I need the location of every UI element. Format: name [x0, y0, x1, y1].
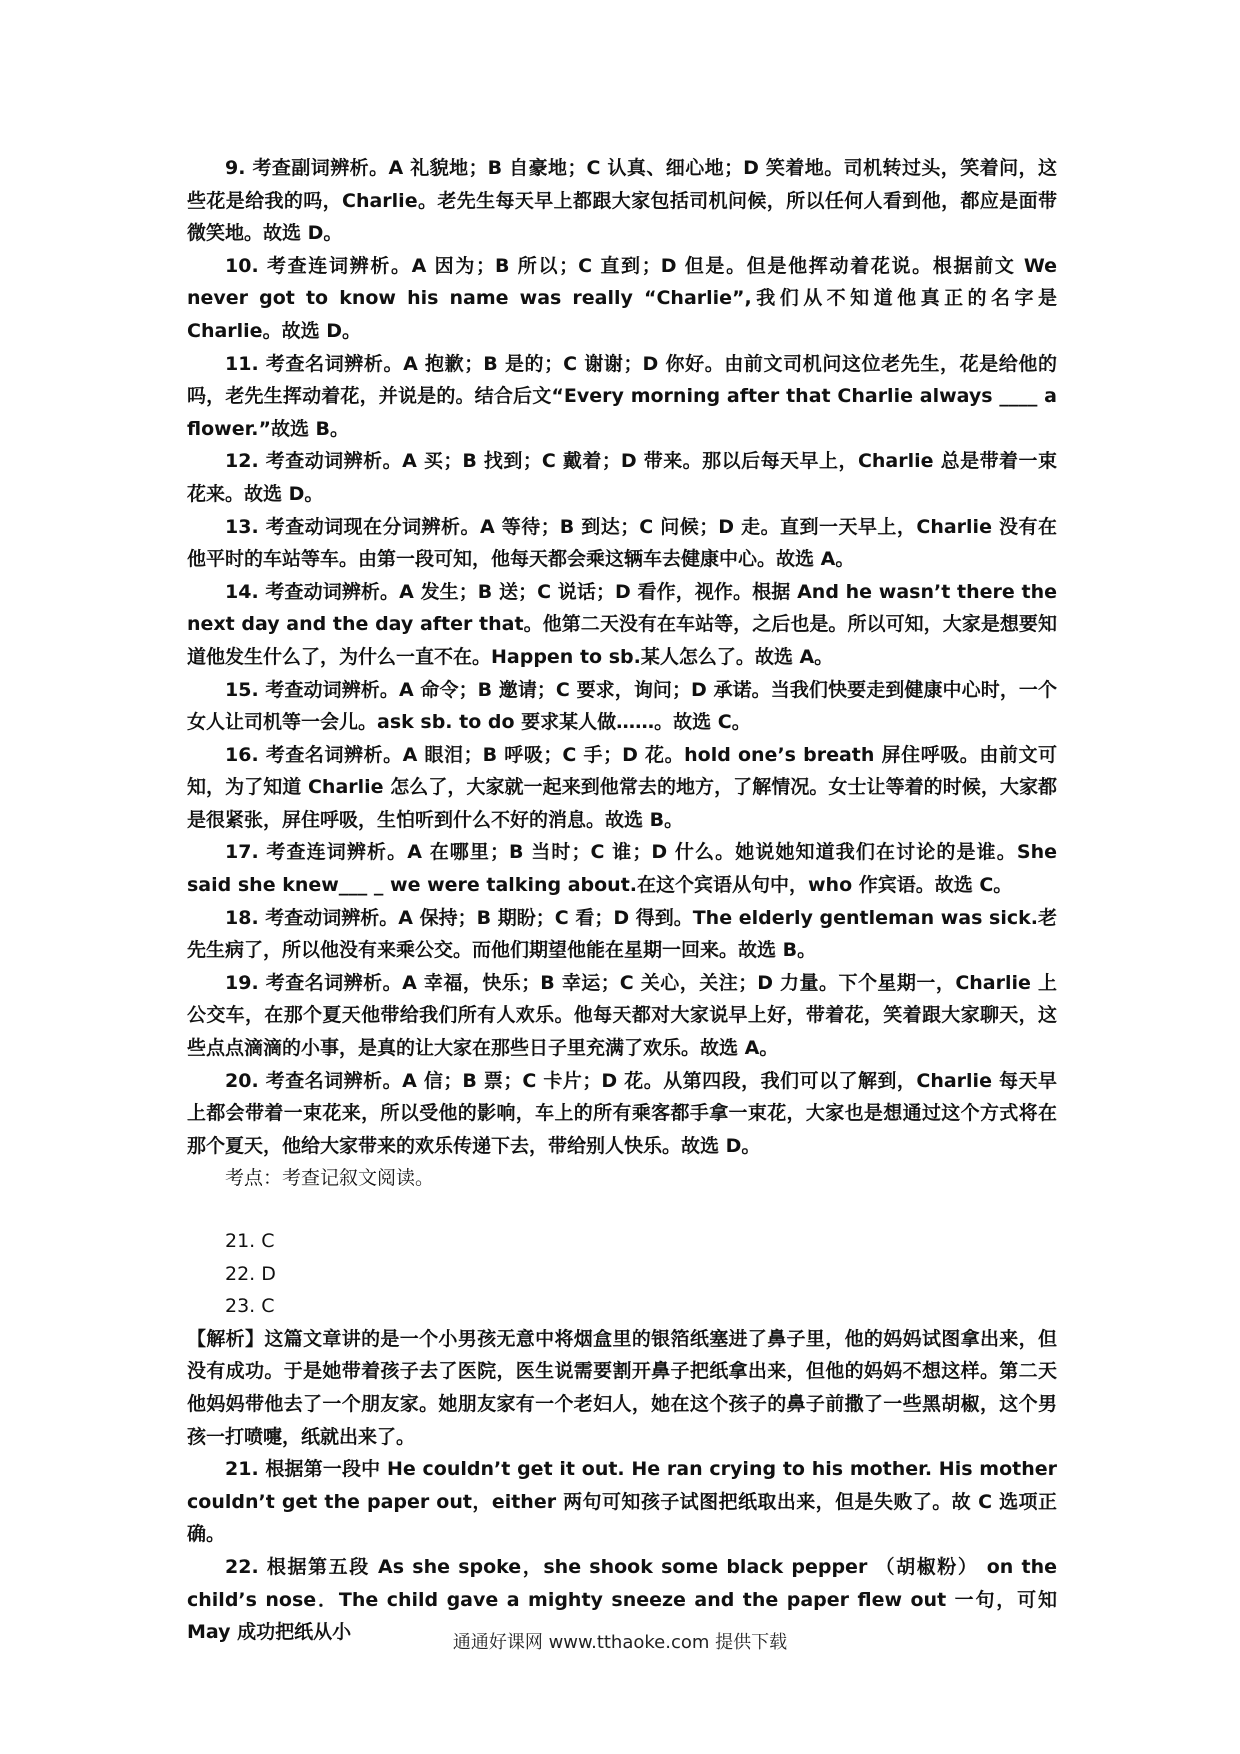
explanation-q18: 18. 考查动词辨析。A 保持；B 期盼；C 看；D 得到。The elderly gentleman was sick.老先生病了，所以他没有来乘公交。而他们期望他能在星期一回来。故选 B。	[187, 906, 1057, 962]
explanation-q12: 12. 考查动词辨析。A 买；B 找到；C 戴着；D 带来。那以后每天早上，Charlie 总是带着一束花来。故选 D。	[187, 450, 1057, 505]
explanation-q16: 16. 考查名词辨析。A 眼泪；B 呼吸；C 手；D 花。hold one’s breath 屏住呼吸。由前文可知，为了知道 Charlie 怎么了，大家就一起来到他常去的地方，了解情况。女士让等着的时候，大家都是很紧张，屏住呼吸，生怕听到什么不好的消息。故选 B。	[187, 743, 1057, 831]
explanation-q22: 22. 根据第五段 As she spoke，she shook some black pepper （胡椒粉） on the child’s nose．The child gave a mighty sneeze and the paper flew out 一句，可知 May 成功把纸从小	[187, 1555, 1057, 1644]
answer-21: 21. C	[225, 1230, 275, 1252]
page-footer: 通通好课网 www.tthaoke.com 提供下载	[452, 1632, 788, 1653]
explanation-q11: 11. 考查名词辨析。A 抱歉；B 是的；C 谢谢；D 你好。由前文司机问这位老先生，花是给他的吗，老先生挥动着花，并说是的。结合后文“Every morning after that Charlie always ____ a flower.”故选 B。	[187, 352, 1057, 440]
explanation-q20: 20. 考查名词辨析。A 信；B 票；C 卡片；D 花。从第四段，我们可以了解到，Charlie 每天早上都会带着一束花来，所以受他的影响，车上的所有乘客都手拿一束花，大家也是想通过这个方式将在那个夏天，他给大家带来的欢乐传递下去，带给别人快乐。故选 D。	[187, 1069, 1057, 1157]
explanation-q9: 9. 考查副词辨析。A 礼貌地；B 自豪地；C 认真、细心地；D 笑着地。司机转过头，笑着问，这些花是给我的吗，Charlie。老先生每天早上都跟大家包括司机问候，所以任何人看到他，都应是面带微笑地。故选 D。	[187, 157, 1057, 245]
explanation-q14: 14. 考查动词辨析。A 发生；B 送；C 说话；D 看作，视作。根据 And he wasn’t there the next day and the day after that。他第二天没有在车站等，之后也是。所以可知，大家是想要知道他发生什么了，为什么一直不在。Happen to sb.某人怎么了。故选 A。	[187, 580, 1057, 668]
analysis-paragraph: 【解析】这篇文章讲的是一个小男孩无意中将烟盒里的银箔纸塞进了鼻子里，他的妈妈试图拿出来，但没有成功。于是她带着孩子去了医院，医生说需要割开鼻子把纸拿出来，但他的妈妈不想这样。第二天他妈妈带他去了一个朋友家。她朋友家有一个老妇人，她在这个孩子的鼻子前撒了一些黑胡椒，这个男孩一打喷嚏，纸就出来了。	[187, 1327, 1057, 1448]
document-body	[187, 152, 1057, 1649]
section-gap	[187, 1195, 1057, 1225]
answer-22: 22. D	[225, 1262, 276, 1285]
explanation-q13: 13. 考查动词现在分词辨析。A 等待；B 到达；C 问候；D 走。直到一天早上，Charlie 没有在他平时的车站等车。由第一段可知，他每天都会乘这辆车去健康中心。故选 A。	[187, 515, 1057, 571]
explanation-q21: 21. 根据第一段中 He couldn’t get it out. He ran crying to his mother. His mother couldn’t get the paper out，either 两句可知孩子试图把纸取出来，但是失败了。故 C 选项正确。	[187, 1458, 1057, 1546]
explanation-q17: 17. 考查连词辨析。A 在哪里；B 当时；C 谁；D 什么。她说她知道我们在讨论的是谁。She said she knew___ _ we were talking about.在这个宾语从句中，who 作宾语。故选 C。	[187, 841, 1057, 897]
explanation-q15: 15. 考查动词辨析。A 命令；B 邀请；C 要求，询问；D 承诺。当我们快要走到健康中心时，一个女人让司机等一会儿。ask sb. to do 要求某人做……。故选 C。	[187, 678, 1057, 734]
kaodian-line: 考点：考查记叙文阅读。	[225, 1167, 435, 1190]
answer-23: 23. C	[225, 1295, 275, 1318]
explanation-q10: 10. 考查连词辨析。A 因为；B 所以；C 直到；D 但是。但是他挥动着花说。根据前文 We never got to know his name was really “Charlie”,我们从不知道他真正的名字是 Charlie。故选 D。	[187, 254, 1057, 342]
explanation-q19: 19. 考查名词辨析。A 幸福，快乐；B 幸运；C 关心，关注；D 力量。下个星期一，Charlie 上公交车，在那个夏天他带给我们所有人欢乐。他每天都对大家说早上好，带着花，笑着跟大家聊天，这些点点滴滴的小事，是真的让大家在那些日子里充满了欢乐。故选 A。	[187, 971, 1057, 1060]
